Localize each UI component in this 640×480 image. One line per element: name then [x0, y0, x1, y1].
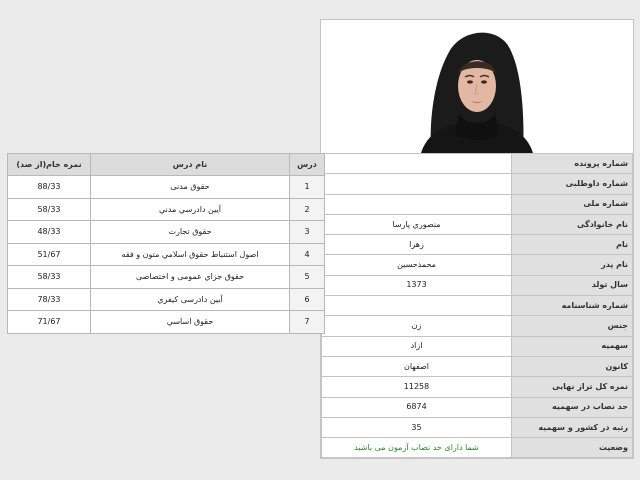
header-subject-index: درس [290, 154, 325, 176]
info-row [322, 214, 633, 234]
candidate-info-table [321, 154, 633, 458]
info-label: رتبه در کشور و سهمیه [512, 417, 633, 437]
subject-index: 1 [290, 176, 325, 199]
subject-index: 7 [290, 311, 325, 334]
info-label: نام خانوادگی [512, 214, 633, 234]
info-label: شماره پرونده [512, 154, 633, 174]
info-label: شماره ملی [512, 194, 633, 214]
info-row [322, 296, 633, 316]
info-label: حد نصاب در سهمیه [512, 397, 633, 417]
info-label: شماره شناسنامه [512, 296, 633, 316]
info-row [322, 356, 633, 376]
info-value: 11258 [322, 377, 512, 397]
info-label: نمره کل تراز نهایی [512, 377, 633, 397]
subject-name: حقوق اساسي [91, 311, 290, 334]
info-value: محمدحسین [322, 255, 512, 275]
status-value: شما دارای حد نصاب آزمون می باشید [322, 438, 512, 458]
subjects-header-row [8, 154, 325, 176]
header-score: نمره خام(از صد) [8, 154, 91, 176]
table-row [8, 311, 325, 334]
subject-score: 78/33 [8, 288, 91, 311]
subject-index: 3 [290, 221, 325, 244]
info-row [322, 316, 633, 336]
info-row [322, 417, 633, 437]
info-label: سهمیه [512, 336, 633, 356]
info-label: سال تولد [512, 275, 633, 295]
info-value [322, 174, 512, 194]
subject-name: حقوق مدنی [91, 176, 290, 199]
subject-score: 58/33 [8, 266, 91, 289]
info-row [322, 275, 633, 295]
table-row [8, 198, 325, 221]
info-row [322, 377, 633, 397]
candidate-card [320, 19, 634, 459]
info-row [322, 174, 633, 194]
info-row [322, 194, 633, 214]
subject-score: 51/67 [8, 243, 91, 266]
info-label: نام پدر [512, 255, 633, 275]
info-row [322, 438, 633, 458]
subject-score: 48/33 [8, 221, 91, 244]
info-row [322, 235, 633, 255]
info-value: 6874 [322, 397, 512, 417]
info-value: منصوري پارسا [322, 214, 512, 234]
table-row [8, 288, 325, 311]
subject-score: 71/67 [8, 311, 91, 334]
info-label: شماره داوطلبی [512, 174, 633, 194]
subject-score: 88/33 [8, 176, 91, 199]
subject-name: حقوق جزاي عمومی و اختصاصی [91, 266, 290, 289]
candidate-photo [421, 22, 533, 153]
info-row [322, 255, 633, 275]
subject-name: حقوق تجارت [91, 221, 290, 244]
table-row [8, 266, 325, 289]
info-value: ازاد [322, 336, 512, 356]
subject-name: آيين دادرسی كيفري [91, 288, 290, 311]
info-value [322, 296, 512, 316]
photo-frame [321, 20, 633, 154]
subject-name: آيين دادرسي مدني [91, 198, 290, 221]
subject-index: 6 [290, 288, 325, 311]
subject-score: 58/33 [8, 198, 91, 221]
info-value [322, 194, 512, 214]
info-value: اصفهان [322, 356, 512, 376]
info-value: زهرا [322, 235, 512, 255]
info-label: جنس [512, 316, 633, 336]
subject-name: اصول استنباط حقوق اسلامي متون و فقه [91, 243, 290, 266]
info-row [322, 336, 633, 356]
subject-index: 2 [290, 198, 325, 221]
table-row [8, 176, 325, 199]
header-subject-name: نام درس [91, 154, 290, 176]
info-value: 35 [322, 417, 512, 437]
info-value [322, 154, 512, 174]
subject-index: 5 [290, 266, 325, 289]
info-label: نام [512, 235, 633, 255]
info-value: زن [322, 316, 512, 336]
info-label: کانون [512, 356, 633, 376]
table-row [8, 243, 325, 266]
subject-index: 4 [290, 243, 325, 266]
table-row [8, 221, 325, 244]
info-row [322, 154, 633, 174]
subject-scores-table [7, 153, 325, 334]
info-value: 1373 [322, 275, 512, 295]
info-label: وضعیت [512, 438, 633, 458]
info-row [322, 397, 633, 417]
